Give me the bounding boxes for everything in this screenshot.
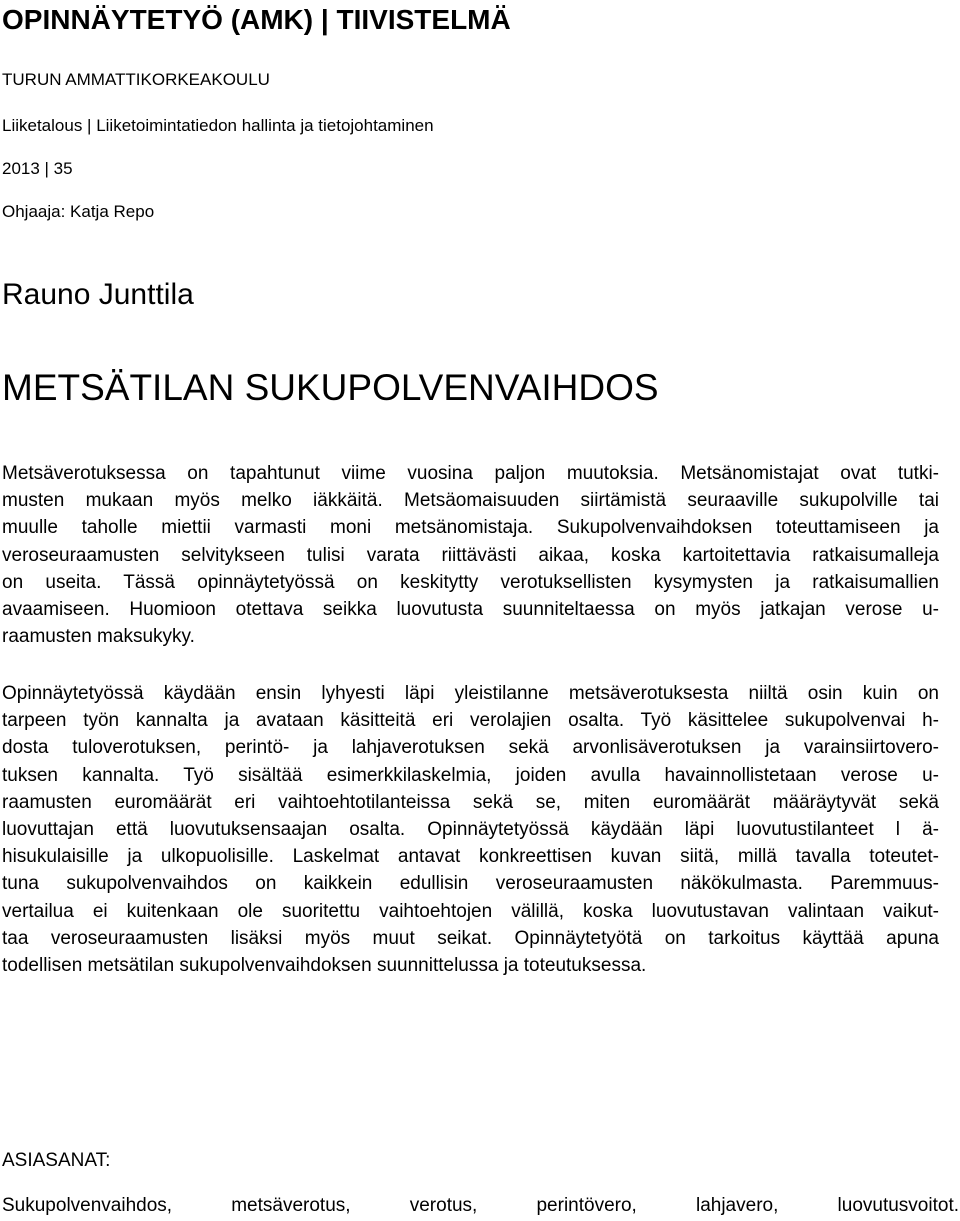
keywords-label: ASIASANAT: (2, 1150, 111, 1171)
abstract-line: raamusten euromäärät eri vaihtoehtotilanteissa sekä se, miten euromäärät määräytyvät sekä (2, 791, 939, 813)
abstract-line: musten mukaan myös melko iäkkäitä. Metsäomaisuuden siirtämistä seuraaville sukupolville tai (2, 490, 939, 512)
abstract-line: raamusten maksukyky. (2, 626, 195, 648)
abstract-line: tuksen kannalta. Työ sisältää esimerkkilaskelmia, joiden avulla havainnollistetaan verose u- (2, 764, 939, 786)
year-and-pages: 2013 | 35 (2, 159, 73, 178)
keywords-list: Sukupolvenvaihdos, metsäverotus, verotus, perintövero, lahjavero, luovutusvoitot. (2, 1195, 959, 1216)
abstract-line: tarpeen työn kannalta ja avataan käsitteitä eri verolajien osalta. Työ käsittelee sukupolvenvai h- (2, 710, 939, 732)
author-name: Rauno Junttila (2, 278, 194, 311)
document-heading: OPINNÄYTETYÖ (AMK) | TIIVISTELMÄ (2, 4, 511, 35)
abstract-line: Opinnäytetyössä käydään ensin lyhyesti läpi yleistilanne metsäverotuksesta niiltä osin kuin on (2, 683, 939, 704)
abstract-line: tuna sukupolvenvaihdos on kaikkein edullisin veroseuraamusten näkökulmasta. Paremmuus- (2, 873, 939, 895)
abstract-line: vertailua ei kuitenkaan ole suoritettu vaihtoehtojen välillä, koska luovutustavan valintaan vaikut- (2, 900, 939, 922)
thesis-title: METSÄTILAN SUKUPOLVENVAIHDOS (2, 367, 659, 408)
abstract-line: dosta tuloverotuksen, perintö- ja lahjaverotuksen sekä arvonlisäverotuksen ja varainsiirtovero- (2, 737, 939, 759)
abstract-line: muulle taholle miettii varmasti moni metsänomistaja. Sukupolvenvaihdoksen toteuttamiseen ja (2, 517, 939, 539)
abstract-line: todellisen metsätilan sukupolvenvaihdoksen suunnittelussa ja toteutuksessa. (2, 955, 647, 977)
abstract-line: Metsäverotuksessa on tapahtunut viime vuosina paljon muutoksia. Metsänomistajat ovat tutki- (2, 463, 939, 484)
supervisor: Ohjaaja: Katja Repo (2, 202, 155, 221)
abstract-line: luovuttajan että luovutuksensaajan osalta. Opinnäytetyössä käydään läpi luovutustilanteet l ä- (2, 819, 939, 841)
abstract-paragraph-2 (2, 680, 939, 979)
organization-name: TURUN AMMATTIKORKEAKOULU (2, 70, 270, 89)
abstract-line: hisukulaisille ja ulkopuolisille. Laskelmat antavat konkreettisen kuvan siitä, millä tavalla toteutet- (2, 846, 939, 868)
abstract-line: on useita. Tässä opinnäytetyössä on keskitytty verotuksellisten kysymysten ja ratkaisumallien (2, 571, 939, 593)
abstract-paragraph-1 (2, 460, 939, 650)
abstract-line: taa veroseuraamusten lisäksi myös muut seikat. Opinnäytetyötä on tarkoitus käyttää apuna (2, 927, 939, 949)
abstract-line: avaamiseen. Huomioon otettava seikka luovutusta suunniteltaessa on myös jatkajan verose u- (2, 599, 939, 621)
abstract-line: veroseuraamusten selvitykseen tulisi varata riittävästi aikaa, koska kartoitettavia ratkaisumalleja (2, 544, 939, 566)
degree-programme: Liiketalous | Liiketoimintatiedon hallinta ja tietojohtaminen (2, 116, 434, 135)
